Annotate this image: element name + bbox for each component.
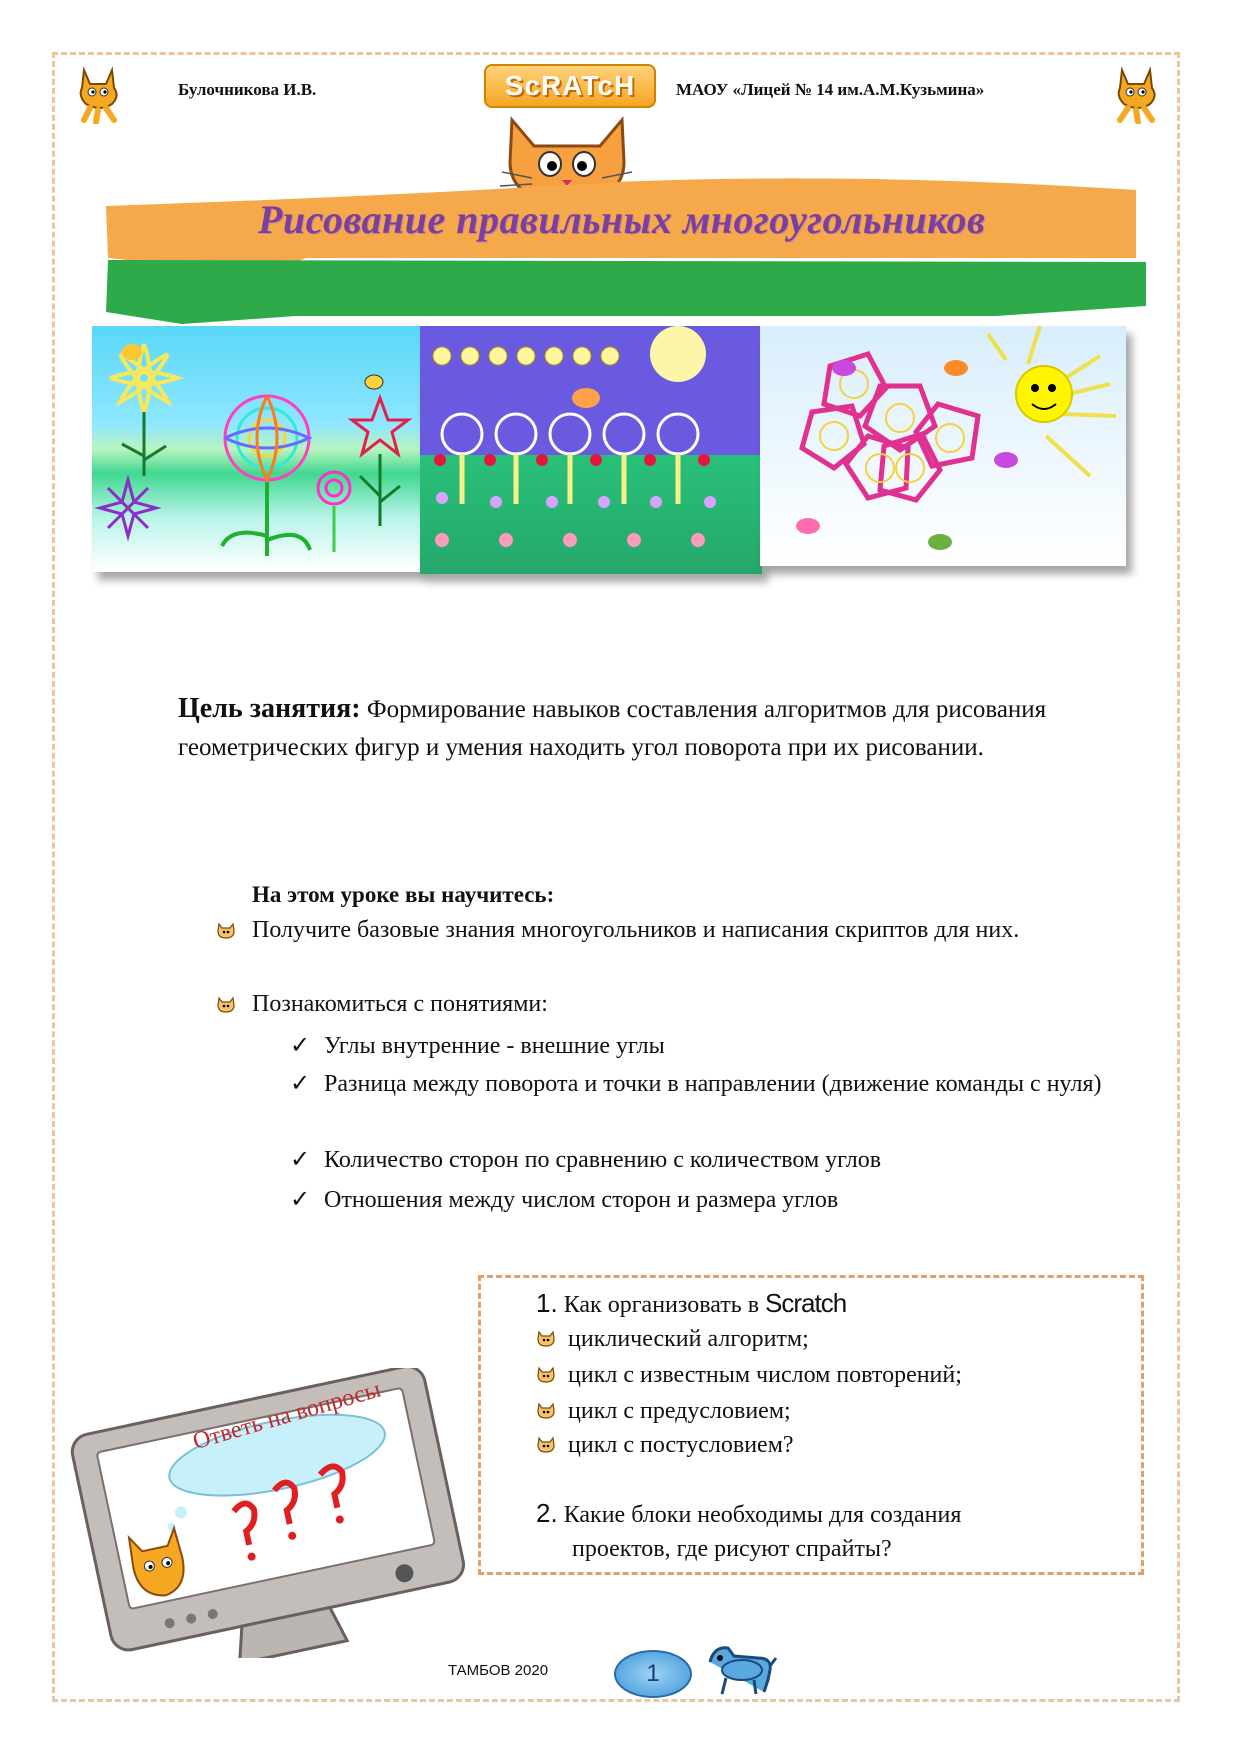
check-icon: ✓ xyxy=(290,1033,311,1059)
cat-icon-right xyxy=(1108,62,1164,124)
learn-heading: На этом уроке вы научитесь: xyxy=(252,882,555,907)
header-school: МАОУ «Лицей № 14 им.А.М.Кузьмина» xyxy=(676,80,985,99)
dandelions-picture xyxy=(420,326,762,574)
goal-label: Цель занятия: xyxy=(178,693,361,724)
page-number: 1 xyxy=(646,1660,660,1687)
cat-bullet-icon xyxy=(536,1436,558,1454)
cat-icon-left xyxy=(70,62,126,124)
check-icon: ✓ xyxy=(290,1187,311,1213)
page-title: Рисование правильных многоугольников xyxy=(258,197,986,242)
check-icon: ✓ xyxy=(290,1071,311,1097)
question-1-text: Как организовать в xyxy=(563,1292,760,1318)
question-2-line-1: Какие блоки необходимы для создания xyxy=(563,1502,962,1528)
flowers-picture-1 xyxy=(92,326,422,572)
cat-bullet-icon xyxy=(216,922,238,940)
page-number-badge xyxy=(614,1650,692,1698)
footer-city-year: ТАМБОВ 2020 xyxy=(448,1662,549,1679)
check-icon: ✓ xyxy=(290,1147,311,1173)
question-1-item-3: цикл с предусловием; xyxy=(568,1398,791,1424)
check-item-2: Разница между поворота и точки в направлении (движение команды с нуля) xyxy=(324,1071,1102,1097)
cat-bullet-icon xyxy=(536,1366,558,1384)
learn-item-2: Познакомиться с понятиями: xyxy=(252,991,548,1017)
question-1-item-1: циклический алгоритм; xyxy=(568,1326,809,1352)
question-1-number: 1. xyxy=(536,1288,558,1318)
scratch-logo xyxy=(484,64,656,108)
check-item-1: Углы внутренние - внешние углы xyxy=(324,1033,665,1059)
goal-text: Формирование навыков составления алгоритмов для рисования геометрических фигур и умения находить угол поворота при их рисовании. xyxy=(178,696,1047,761)
cloud-text: Ответь на вопросы xyxy=(190,1376,384,1455)
hexagon-flower-picture xyxy=(760,326,1126,566)
question-2-number: 2. xyxy=(536,1498,558,1528)
dog-icon xyxy=(704,1636,778,1700)
scratch-logo-text: ScRATcH xyxy=(504,70,636,101)
cat-bullet-icon xyxy=(216,996,238,1014)
cat-bullet-icon xyxy=(536,1402,558,1420)
goal-paragraph xyxy=(178,690,1138,767)
header-author: Булочникова И.В. xyxy=(178,80,317,99)
check-item-4: Отношения между числом сторон и размера углов xyxy=(324,1187,839,1213)
question-1-scratch: Scratch xyxy=(765,1288,847,1318)
question-2-line-2: проектов, где рисуют спрайты? xyxy=(572,1536,892,1562)
question-1-item-4: цикл с постусловием? xyxy=(568,1432,794,1458)
cat-bullet-icon xyxy=(536,1330,558,1348)
check-item-3: Количество сторон по сравнению с количеством углов xyxy=(324,1147,882,1173)
question-1-item-2: цикл с известным числом повторений; xyxy=(568,1362,962,1388)
learn-item-1: Получите базовые знания многоугольников и написания скриптов для них. xyxy=(252,917,1020,943)
question-2-line xyxy=(536,1496,961,1532)
question-1-line xyxy=(536,1286,846,1322)
